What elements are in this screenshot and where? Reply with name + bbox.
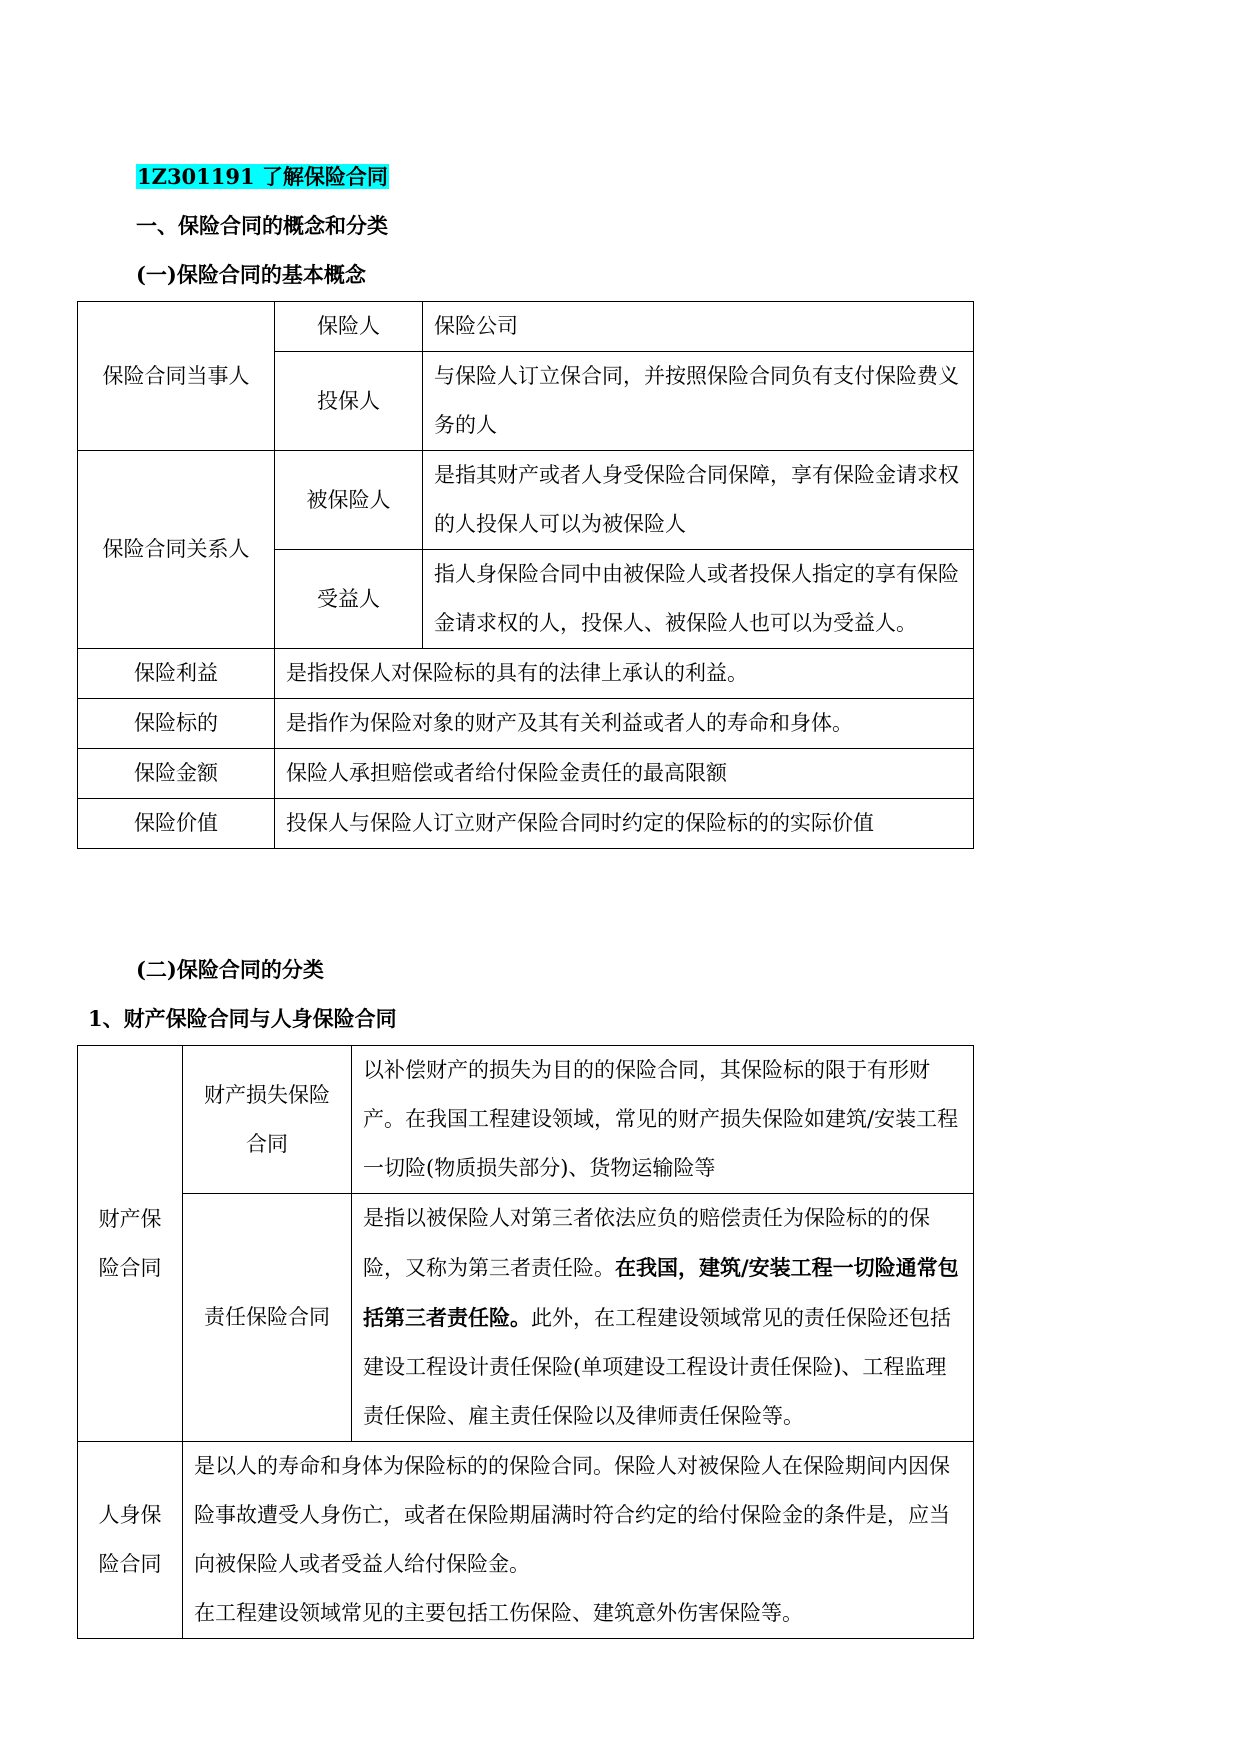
desc-liability-part1: 是指以被保险人对第三者依法应负的赔偿责任为保险标的的保险，又称为第三者责任险。 bbox=[363, 1206, 930, 1280]
highlighted-title: 1Z301191 了解保险合同 bbox=[137, 164, 388, 189]
table-row bbox=[78, 1442, 974, 1639]
table-row bbox=[78, 649, 974, 699]
category-life-line1: 人身保 bbox=[98, 1503, 162, 1527]
basic-concepts-table bbox=[77, 301, 974, 849]
group-label-related: 保险合同关系人 bbox=[78, 451, 275, 649]
heading-concept-and-classification: 一、保险合同的概念和分类 bbox=[136, 213, 388, 238]
category-property bbox=[78, 1046, 183, 1442]
desc-liability-part2: 此外，在工程建设领域常见的责任保险还包括建设工程设计责任保险(单项建设工程设计责任保险)、工程监理责任保险、雇主责任保险以及律师责任保险等。 bbox=[363, 1306, 951, 1428]
table-row bbox=[78, 1046, 974, 1194]
table-row bbox=[78, 799, 974, 849]
category-life-line2: 险合同 bbox=[98, 1552, 162, 1576]
category-property-line2: 险合同 bbox=[98, 1255, 162, 1280]
table-row bbox=[78, 451, 974, 550]
section-code-title bbox=[136, 162, 389, 192]
desc-insurer: 保险公司 bbox=[423, 302, 974, 352]
table-row bbox=[78, 302, 974, 352]
desc-property-loss: 以补偿财产的损失为目的的保险合同，其保险标的限于有形财产。在我国工程建设领域，常见的财产损失保险如建筑/安装工程一切险(物质损失部分)、货物运输险等 bbox=[352, 1046, 974, 1194]
desc-value: 投保人与保险人订立财产保险合同时约定的保险标的的实际价值 bbox=[275, 799, 974, 849]
desc-life-para2: 在工程建设领域常见的主要包括工伤保险、建筑意外伤害保险等。 bbox=[194, 1601, 803, 1625]
type-property-loss-line2: 合同 bbox=[246, 1131, 288, 1156]
type-property-loss-line1: 财产损失保险 bbox=[204, 1082, 330, 1107]
term-value: 保险价值 bbox=[78, 799, 275, 849]
term-amount: 保险金额 bbox=[78, 749, 275, 799]
table-row bbox=[78, 749, 974, 799]
term-applicant: 投保人 bbox=[275, 352, 423, 451]
term-beneficiary: 受益人 bbox=[275, 550, 423, 649]
type-liability: 责任保险合同 bbox=[183, 1194, 352, 1442]
table-row bbox=[78, 699, 974, 749]
table-row bbox=[78, 1194, 974, 1442]
heading-classification: (二)保险合同的分类 bbox=[136, 957, 324, 982]
desc-interest: 是指投保人对保险标的具有的法律上承认的利益。 bbox=[275, 649, 974, 699]
desc-life bbox=[183, 1442, 974, 1639]
category-life bbox=[78, 1442, 183, 1639]
heading-basic-concepts: (一)保险合同的基本概念 bbox=[136, 262, 366, 287]
type-property-loss bbox=[183, 1046, 352, 1194]
desc-applicant: 与保险人订立保合同，并按照保险合同负有支付保险费义务的人 bbox=[423, 352, 974, 451]
heading-property-and-life: 1、财产保险合同与人身保险合同 bbox=[88, 1006, 397, 1031]
desc-insured: 是指其财产或者人身受保险合同保障，享有保险金请求权的人投保人可以为被保险人 bbox=[423, 451, 974, 550]
classification-table bbox=[77, 1045, 974, 1639]
term-interest: 保险利益 bbox=[78, 649, 275, 699]
category-property-line1: 财产保 bbox=[98, 1206, 162, 1231]
group-label-parties: 保险合同当事人 bbox=[78, 302, 275, 451]
desc-beneficiary: 指人身保险合同中由被保险人或者投保人指定的享有保险金请求权的人，投保人、被保险人也可以为受益人。 bbox=[423, 550, 974, 649]
desc-liability-bold: 在我国，建筑/安装工程一切险通常包括第三者责任险。 bbox=[363, 1255, 959, 1330]
desc-life-para1: 是以人的寿命和身体为保险标的的保险合同。保险人对被保险人在保险期间内因保险事故遭受人身伤亡，或者在保险期届满时符合约定的给付保险金的条件是，应当向被保险人或者受益人给付保险金。 bbox=[194, 1454, 950, 1576]
term-insurer: 保险人 bbox=[275, 302, 423, 352]
term-insured: 被保险人 bbox=[275, 451, 423, 550]
desc-subject: 是指作为保险对象的财产及其有关利益或者人的寿命和身体。 bbox=[275, 699, 974, 749]
desc-amount: 保险人承担赔偿或者给付保险金责任的最高限额 bbox=[275, 749, 974, 799]
desc-liability bbox=[352, 1194, 974, 1442]
term-subject: 保险标的 bbox=[78, 699, 275, 749]
